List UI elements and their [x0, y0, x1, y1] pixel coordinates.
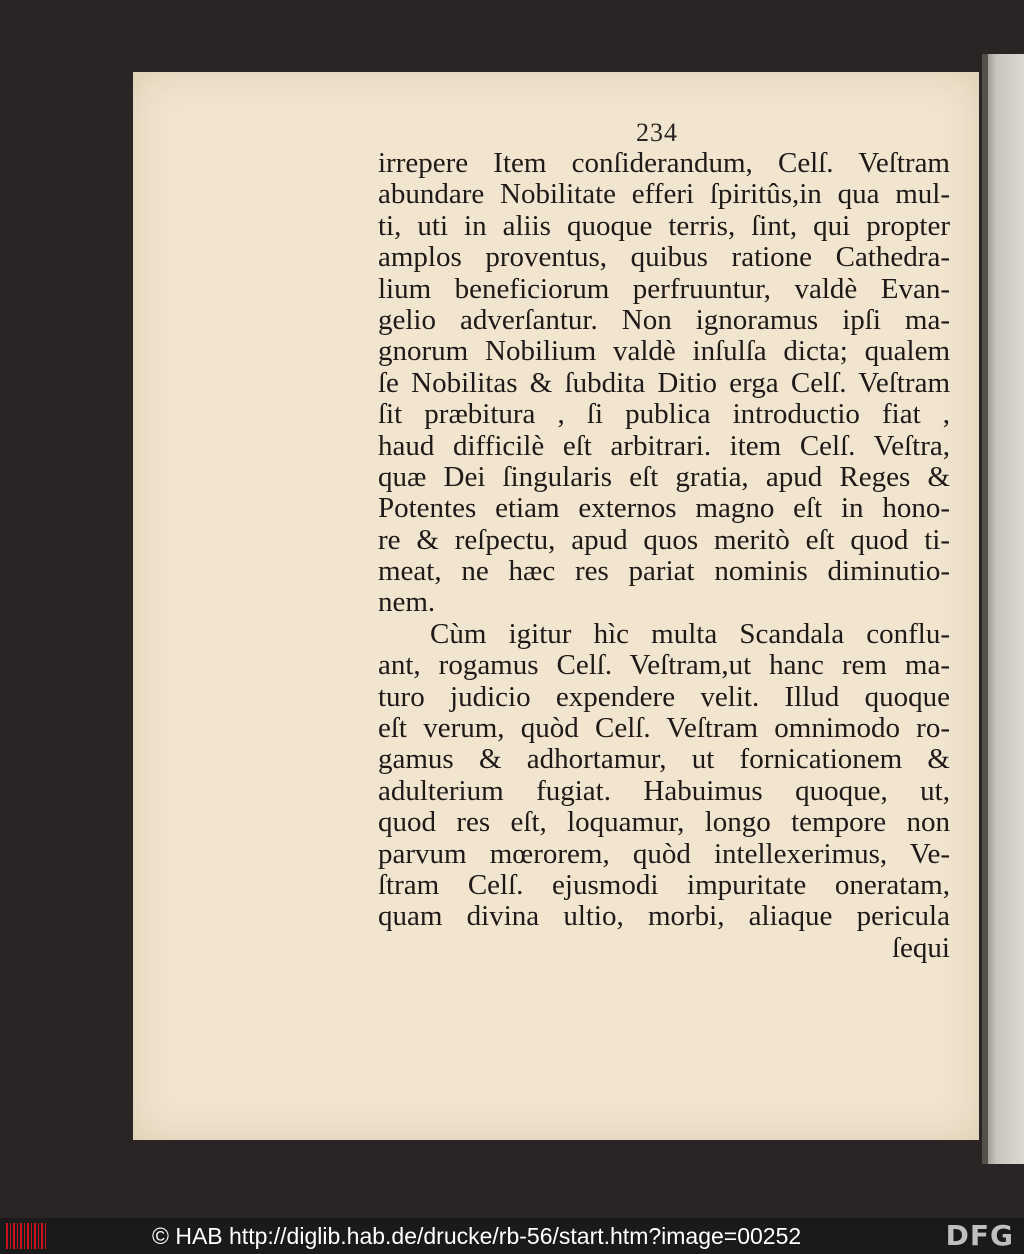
- hab-barcode-logo-icon: [6, 1223, 48, 1249]
- catchword: ſequi: [892, 931, 950, 964]
- text-line: Potentes etiam externos magno eſt in hono-: [378, 492, 950, 525]
- text-line: quam divina ultio, morbi, aliaque pericula: [378, 900, 950, 933]
- text-line: irrepere Item conſiderandum, Celſ. Veſtram: [378, 147, 950, 179]
- page-number: 234: [636, 118, 678, 147]
- text-line: adulterium fugiat. Habuimus quoque, ut,: [378, 774, 950, 807]
- text-line: Cùm igitur hìc multa Scandala conflu-: [430, 617, 950, 650]
- adjacent-page-edge: [982, 54, 1024, 1164]
- text-line: parvum mœrorem, quòd intellexerimus, Ve-: [378, 837, 950, 870]
- text-line: lium beneficiorum perfruuntur, valdè Evan-: [378, 272, 950, 305]
- text-line: ſtram Celſ. ejusmodi impuritate oneratam,: [378, 868, 950, 901]
- text-line: gnorum Nobilium valdè inſulſa dicta; qualem: [378, 335, 950, 368]
- text-line: re & reſpectu, apud quos meritò eſt quod ti-: [378, 523, 950, 556]
- text-line: gamus & adhortamur, ut fornicationem &: [378, 743, 950, 776]
- text-line: ti, uti in aliis quoque terris, ſint, qui propter: [378, 209, 950, 242]
- text-line: amplos proventus, quibus ratione Cathedra-: [378, 241, 950, 274]
- text-line: gelio adverſantur. Non ignoramus ipſi ma-: [378, 303, 950, 336]
- text-line: ſit præbitura , ſi publica introductio fiat ,: [378, 398, 950, 431]
- text-line: haud difficilè eſt arbitrari. item Celſ. Veſtra,: [378, 429, 950, 462]
- text-line: quod res eſt, loquamur, longo tempore non: [378, 806, 950, 839]
- text-line: quæ Dei ſingularis eſt gratia, apud Reges &: [378, 460, 950, 493]
- text-line: ſe Nobilitas & ſubdita Ditio erga Celſ. Veſtram: [378, 366, 950, 399]
- text-line: turo judicio expendere velit. Illud quoque: [378, 680, 950, 713]
- copyright-link[interactable]: © HAB http://diglib.hab.de/drucke/rb-56/start.htm?image=00252: [152, 1223, 802, 1249]
- text-line: meat, ne hæc res pariat nominis diminutio-: [378, 555, 950, 588]
- footer-bar: [0, 1218, 1024, 1254]
- page-text: [378, 148, 950, 964]
- text-line: nem.: [378, 586, 436, 619]
- text-line: ant, rogamus Celſ. Veſtram,ut hanc rem ma-: [378, 649, 950, 682]
- dfg-logo: DFG: [945, 1219, 1014, 1252]
- text-line: abundare Nobilitate efferi ſpiritûs,in qua mul-: [378, 178, 950, 211]
- text-line: eſt verum, quòd Celſ. Veſtram omnimodo ro-: [378, 712, 950, 745]
